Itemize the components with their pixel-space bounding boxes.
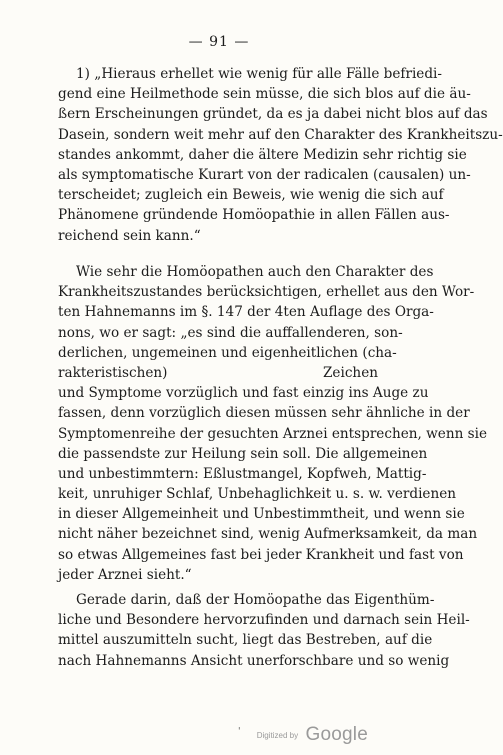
text-line: nach Hahnemanns Ansicht unerforschbare und so wenig [58,652,450,669]
printer-mark: ' [238,727,241,737]
text-line: jeder Arznei sieht.“ [58,566,192,583]
text-line: Krankheitszustandes berücksichtigen, erhellet aus den Wor- [58,284,475,301]
google-logo: Google [305,724,368,745]
text-line: mittel auszumitteln sucht, liegt das Bestreben, auf die [58,632,433,649]
text-line: standes ankommt, daher die ältere Medizin sehr richtig sie [58,146,467,163]
text-line: Symptomenreihe der gesuchten Arznei entsprechen, wenn sie [58,425,488,442]
text-line: ßern Erscheinungen gründet, da es ja dabei nicht blos auf das [58,106,488,123]
text-line: Wie sehr die Homöopathen auch den Charakter des [76,264,434,280]
page-number: — 91 — [188,34,250,50]
text-line: gend eine Heilmethode sein müsse, die sich blos auf die äu- [58,86,471,103]
paragraph-3 [58,590,470,671]
text-line: rakteristischen) Zeichen [58,364,378,381]
text-line: Dasein, sondern weit mehr auf den Charakter des Krankheitszu- [58,126,503,143]
text-line: Phänomene gründende Homöopathie in allen Fällen aus- [58,207,450,224]
text-line: 1) „Hieraus erhellet wie wenig für alle Fälle befriedi- [76,66,442,82]
text-line: fassen, denn vorzüglich diesen müssen sehr ähnliche in der [58,405,470,422]
watermark-prefix: Digitized by [256,730,299,740]
text-line: nons, wo er sagt: „es sind die auffallenderen, son- [58,324,403,341]
text-line: die passendste zur Heilung sein soll. Die allgemeinen [58,445,428,462]
paragraph-2 [58,262,488,585]
text-line: reichend sein kann.“ [58,227,201,244]
text-line: und unbestimmtern: Eßlustmangel, Kopfweh, Mattig- [58,465,427,482]
text-line: als symptomatische Kurart von der radicalen (causalen) un- [58,166,471,183]
paragraph-1 [58,64,503,246]
text-line: terscheidet; zugleich ein Beweis, wie wenig die sich auf [58,187,444,204]
text-line: und Symptome vorzüglich und fast einzig ins Auge zu [58,385,429,402]
text-line: liche und Besondere hervorzufinden und darnach sein Heil- [58,612,470,629]
text-line: derlichen, ungemeinen und eigenheitlichen (cha- [58,344,397,361]
text-line: nicht näher bezeichnet sind, wenig Aufmerksamkeit, da man [58,526,478,543]
text-line: so etwas Allgemeines fast bei jeder Krankheit und fast von [58,546,464,563]
digitized-watermark [257,724,368,746]
text-line: ten Hahnemanns im §. 147 der 4ten Auflage des Orga- [58,304,434,321]
text-line: Gerade darin, daß der Homöopathe das Eigenthüm- [76,592,435,608]
text-line: keit, unruhiger Schlaf, Unbehaglichkeit u. s. w. verdienen [58,486,457,503]
text-line: in dieser Allgemeinheit und Unbestimmtheit, und wenn sie [58,506,465,523]
